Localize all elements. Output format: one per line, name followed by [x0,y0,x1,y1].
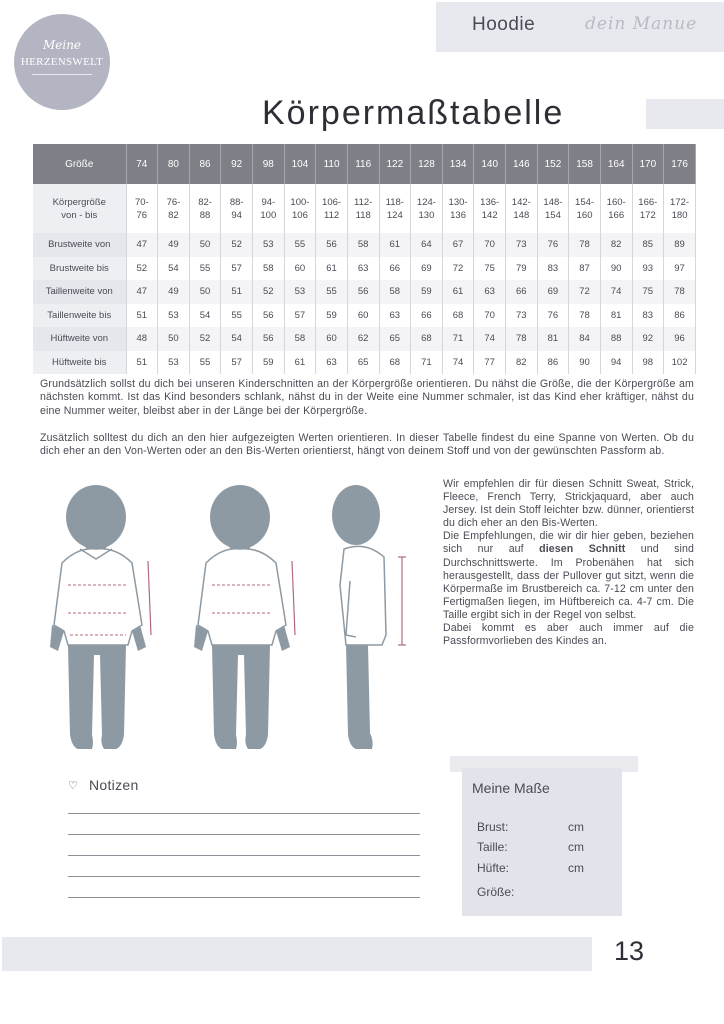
table-cell: 82 [600,233,632,257]
card-unit-huefte: cm [568,861,584,875]
table-cell: 65 [379,327,411,351]
size-header-cell: 92 [221,144,253,184]
table-cell: 61 [284,351,316,375]
table-cell: 57 [221,257,253,281]
table-cell: 61 [442,280,474,304]
table-cell: 56 [316,233,348,257]
table-cell: 55 [284,233,316,257]
table-cell: 59 [253,351,285,375]
table-cell: 77 [474,351,506,375]
table-cell: 57 [284,304,316,328]
table-cell: 59 [316,304,348,328]
size-header-cell: 176 [664,144,696,184]
table-cell: 78 [506,327,538,351]
table-cell: 85 [632,233,664,257]
table-cell: 57 [221,351,253,375]
logo [14,14,110,110]
table-cell: 53 [253,233,285,257]
table-cell: 124- 130 [411,184,443,233]
table-cell: 154- 160 [569,184,601,233]
table-cell: 55 [189,351,221,375]
table-cell: 112- 118 [347,184,379,233]
table-cell: 82- 88 [189,184,221,233]
table-cell: 87 [569,257,601,281]
table-cell: 97 [664,257,696,281]
table-body [33,184,696,374]
table-cell: 66 [379,257,411,281]
table-cell: 74 [600,280,632,304]
child-figure-side [326,485,416,757]
size-header-cell: 116 [347,144,379,184]
table-cell: 58 [379,280,411,304]
intro-paragraph: Grundsätzlich sollst du dich bei unseren Kinderschnitten an der Körpergröße orientieren. Du nähst die Größe, die der Körpergröße am nächsten kommt. Ist das Kind besonders schlank, nähst du in der Weite eine Nummer schmaler, ist das Kind eher kräftiger, nähst du eine Nummer weiter, bleibst aber in der Länge bei der Körpergröße. [40,378,694,417]
size-header-cell: 158 [569,144,601,184]
row-label: Taillenweite bis [33,304,126,328]
table-cell: 73 [506,233,538,257]
table-cell: 53 [284,280,316,304]
table-cell: 78 [664,280,696,304]
card-unit-taille: cm [568,840,584,854]
table-cell: 48 [126,327,158,351]
child-figure-back [192,485,300,757]
page-number: 13 [614,936,645,966]
table-cell: 106- 112 [316,184,348,233]
table-cell: 98 [632,351,664,375]
table-cell: 68 [379,351,411,375]
table-cell: 69 [537,280,569,304]
table-cell: 102 [664,351,696,375]
table-cell: 142- 148 [506,184,538,233]
table-cell: 94 [600,351,632,375]
table-cell: 50 [158,327,190,351]
note-line [68,855,420,856]
table-cell: 51 [126,351,158,375]
table-cell: 63 [379,304,411,328]
table-cell: 49 [158,233,190,257]
table-cell: 86 [664,304,696,328]
size-table [33,144,696,374]
table-cell: 79 [506,257,538,281]
row-label: Hüftweite bis [33,351,126,375]
title-band [646,99,724,129]
table-header-row [33,144,696,184]
table-cell: 62 [347,327,379,351]
table-cell: 53 [158,351,190,375]
table-cell: 66 [411,304,443,328]
table-row [33,304,696,328]
table-cell: 83 [632,304,664,328]
table-cell: 61 [316,257,348,281]
card-label-brust: Brust: [477,820,509,834]
table-cell: 72 [569,280,601,304]
table-cell: 50 [189,280,221,304]
table-header-label: Größe [33,144,126,184]
table-row [33,184,696,233]
fit-text-a: Die Empfehlungen, die wir dir hier geben, beziehen sich nur auf [443,530,694,556]
table-cell: 130- 136 [442,184,474,233]
table-cell: 52 [126,257,158,281]
table-cell: 83 [537,257,569,281]
table-cell: 78 [569,304,601,328]
table-cell: 90 [569,351,601,375]
table-cell: 54 [189,304,221,328]
table-cell: 64 [411,233,443,257]
size-header-cell: 164 [600,144,632,184]
card-unit-brust: cm [568,820,584,834]
table-cell: 56 [253,327,285,351]
brand-signature: dein Manue [585,14,698,34]
preference-paragraph: Dabei kommt es aber auch immer auf die Passformvorlieben des Kindes an. [443,622,694,648]
table-cell: 100- 106 [284,184,316,233]
size-header-cell: 128 [411,144,443,184]
table-cell: 92 [632,327,664,351]
table-cell: 56 [347,280,379,304]
card-title: Meine Maße [472,780,550,796]
table-cell: 61 [379,233,411,257]
size-header-cell: 140 [474,144,506,184]
table-cell: 118- 124 [379,184,411,233]
table-cell: 75 [474,257,506,281]
table-cell: 76 [537,304,569,328]
heart-icon: ♡ [68,780,78,792]
page-title: Körpermaßtabelle [262,94,565,132]
note-line [68,834,420,835]
table-cell: 94- 100 [253,184,285,233]
table-cell: 71 [411,351,443,375]
notes-heading: Notizen [89,777,139,793]
table-cell: 90 [600,257,632,281]
logo-wordmark: HERZENSWELT [20,56,104,68]
table-cell: 75 [632,280,664,304]
table-cell: 88- 94 [221,184,253,233]
table-cell: 96 [664,327,696,351]
row-label: Brustweite bis [33,257,126,281]
table-cell: 56 [253,304,285,328]
table-cell: 166- 172 [632,184,664,233]
table-cell: 50 [189,233,221,257]
fit-text-b: und sind Durchschnittswerte. Im Probenähen hat sich herausgestellt, dass der Pullover gut sitzt, wenn die Körpermaße im Brustbereich ca. 7-12 cm unter den Fertigmaßen liegen, im Hüftbereich ca. 4-7 cm. Die Taille ergibt sich in der Regel von selbst. [443,543,694,621]
table-cell: 84 [569,327,601,351]
table-cell: 53 [158,304,190,328]
table-cell: 60 [347,304,379,328]
table-cell: 59 [411,280,443,304]
card-label-huefte: Hüfte: [477,861,510,875]
table-cell: 70- 76 [126,184,158,233]
logo-script: Meine [42,38,82,52]
table-cell: 52 [253,280,285,304]
footer-band [2,937,592,971]
size-header-cell: 98 [253,144,285,184]
card-label-taille: Taille: [477,840,508,854]
table-cell: 58 [347,233,379,257]
table-cell: 52 [189,327,221,351]
note-line [68,876,420,877]
table-cell: 47 [126,280,158,304]
table-cell: 52 [221,233,253,257]
size-header-cell: 134 [442,144,474,184]
size-header-cell: 110 [316,144,348,184]
table-cell: 51 [126,304,158,328]
table-cell: 54 [221,327,253,351]
fit-paragraph [443,530,694,622]
table-cell: 63 [316,351,348,375]
table-cell: 63 [347,257,379,281]
table-cell: 55 [316,280,348,304]
table-cell: 69 [411,257,443,281]
note-line [68,813,420,814]
table-cell: 60 [284,257,316,281]
table-cell: 86 [537,351,569,375]
table-cell: 58 [253,257,285,281]
table-cell: 78 [569,233,601,257]
table-cell: 49 [158,280,190,304]
note-line [68,897,420,898]
fit-text-bold: diesen Schnitt [539,543,626,556]
table-row [33,280,696,304]
table-cell: 76- 82 [158,184,190,233]
logo-divider [32,74,92,75]
table-cell: 58 [284,327,316,351]
table-cell: 74 [474,327,506,351]
table-cell: 47 [126,233,158,257]
table-cell: 82 [506,351,538,375]
table-cell: 67 [442,233,474,257]
fabric-recommendation-text [443,478,694,648]
table-cell: 60 [316,327,348,351]
table-cell: 73 [506,304,538,328]
table-cell: 66 [506,280,538,304]
size-header-cell: 152 [537,144,569,184]
table-cell: 63 [474,280,506,304]
header-title: Hoodie [472,14,536,35]
table-cell: 74 [442,351,474,375]
table-cell: 136- 142 [474,184,506,233]
size-header-cell: 170 [632,144,664,184]
values-paragraph: Zusätzlich solltest du dich an den hier aufgezeigten Werten orientieren. In dieser Tabelle findest du eine Spanne von Werten. Ob du dich eher an den Von-Werten oder an den Bis-Werten orientierst, hängt von deinem Stoff und von der gewünschten Passform ab. [40,432,694,458]
table-cell: 68 [411,327,443,351]
table-cell: 54 [158,257,190,281]
table-cell: 88 [600,327,632,351]
table-cell: 148- 154 [537,184,569,233]
child-figure-front [48,485,156,757]
table-row [33,233,696,257]
size-header-cell: 74 [126,144,158,184]
table-cell: 68 [442,304,474,328]
size-header-cell: 104 [284,144,316,184]
table-cell: 51 [221,280,253,304]
table-cell: 55 [189,257,221,281]
size-header-cell: 146 [506,144,538,184]
table-cell: 160- 166 [600,184,632,233]
table-row [33,257,696,281]
table-cell: 65 [347,351,379,375]
table-row [33,327,696,351]
size-header-cell: 86 [189,144,221,184]
table-cell: 70 [474,304,506,328]
table-cell: 76 [537,233,569,257]
row-label: Taillenweite von [33,280,126,304]
table-cell: 71 [442,327,474,351]
table-cell: 172- 180 [664,184,696,233]
size-header-cell: 80 [158,144,190,184]
table-cell: 81 [537,327,569,351]
fabric-paragraph: Wir empfehlen dir für diesen Schnitt Sweat, Strick, Fleece, French Terry, Strickjaquard, aber auch Jersey. Ist dein Stoff leichter bzw. dünner, orientierst du dich eher an den Bis-Werten. [443,478,694,530]
table-row [33,351,696,375]
row-label: Hüftweite von [33,327,126,351]
table-cell: 81 [600,304,632,328]
size-header-cell: 122 [379,144,411,184]
table-cell: 72 [442,257,474,281]
table-cell: 70 [474,233,506,257]
table-cell: 93 [632,257,664,281]
row-label: Brustweite von [33,233,126,257]
row-label: Körpergröße von - bis [33,184,126,233]
table-cell: 89 [664,233,696,257]
card-label-groesse: Größe: [477,885,515,899]
table-cell: 55 [221,304,253,328]
